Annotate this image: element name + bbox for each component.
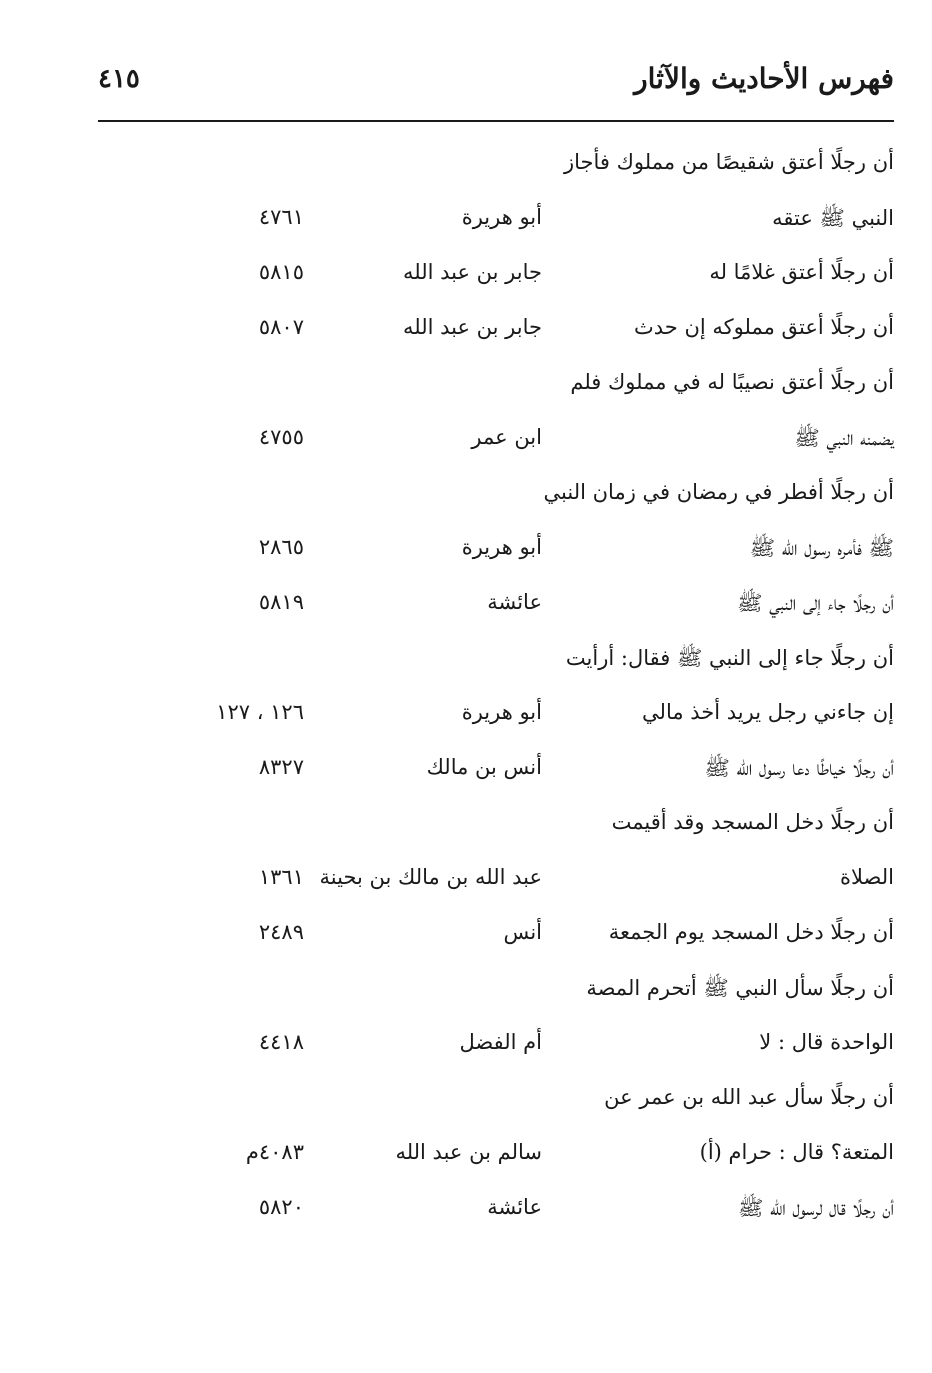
index-entry: [98, 1075, 894, 1130]
entry-text: إن جاءني رجل يريد أخذ مالي: [642, 700, 894, 724]
entry-number: ٥٨٠٧: [258, 315, 304, 339]
index-entry: [98, 525, 894, 580]
index-entry: [98, 1130, 894, 1185]
entry-text: أن رجلًا أعتق مملوكه إن حدث: [634, 315, 894, 339]
entry-narrator: ابن عمر: [471, 425, 542, 449]
entry-text: الواحدة قال : لا: [759, 1030, 894, 1054]
index-entry: [98, 195, 894, 250]
page-header: [98, 62, 894, 112]
entry-text: أن رجلًا قال لرسول الله ﷺ: [738, 1196, 894, 1220]
entry-number: ٢٨٦٥: [258, 535, 304, 559]
entry-text: أن رجلًا دخل المسجد وقد أقيمت: [611, 810, 894, 834]
entry-text: أن رجلًا سأل النبي ﷺ أتحرم المصة: [586, 976, 894, 1000]
entry-narrator: أم الفضل: [459, 1030, 542, 1054]
entry-text: أن رجلًا جاء إلى النبي ﷺ: [737, 591, 894, 615]
index-entry: [98, 855, 894, 910]
entry-number: ١٢٦ ، ١٢٧: [216, 700, 304, 724]
entry-narrator: سالم بن عبد الله: [395, 1140, 542, 1164]
index-entry: [98, 800, 894, 855]
entry-text: الصلاة: [840, 865, 894, 889]
entry-text: أن رجلًا أفطر في رمضان في زمان النبي: [543, 480, 894, 504]
hadith-index-list: [98, 140, 894, 1240]
index-entry: [98, 1020, 894, 1075]
index-entry: [98, 360, 894, 415]
entry-text: أن رجلًا سأل عبد الله بن عمر عن: [604, 1085, 894, 1109]
index-entry: [98, 305, 894, 360]
entry-text: ﷺ فأمره رسول الله ﷺ: [749, 536, 894, 560]
index-entry: [98, 690, 894, 745]
page-title: فهرس الأحاديث والآثار: [634, 62, 894, 95]
entry-narrator: عائشة: [487, 1195, 542, 1219]
entry-text: أن رجلًا أعتق غلامًا له: [709, 260, 894, 284]
entry-text: يضمنه النبي ﷺ: [794, 426, 894, 450]
entry-number: ١٣٦١: [258, 865, 304, 889]
entry-narrator: عائشة: [487, 590, 542, 614]
entry-number: ٥٨١٥: [258, 260, 304, 284]
entry-text: النبي ﷺ عتقه: [772, 206, 894, 230]
entry-text: أن رجلًا خياطًا دعا رسول الله ﷺ: [704, 756, 894, 780]
entry-text: أن رجلًا دخل المسجد يوم الجمعة: [608, 920, 894, 944]
entry-text: أن رجلًا جاء إلى النبي ﷺ فقال: أرأيت: [565, 646, 894, 670]
index-entry: [98, 140, 894, 195]
entry-number: ٥٨١٩: [258, 590, 304, 614]
entry-text: أن رجلًا أعتق نصيبًا له في مملوك فلم: [570, 370, 894, 394]
entry-number: ٤٧٦١: [258, 205, 304, 229]
index-entry: [98, 580, 894, 635]
index-entry: [98, 745, 894, 800]
index-entry: [98, 250, 894, 305]
entry-narrator: جابر بن عبد الله: [402, 260, 542, 284]
page-number: ٤١٥: [98, 64, 140, 94]
index-entry: [98, 635, 894, 690]
header-divider: [98, 120, 894, 122]
entry-number: ٥٨٢٠: [258, 1195, 304, 1219]
entry-number: ٤٧٥٥: [258, 425, 304, 449]
index-entry: [98, 415, 894, 470]
entry-narrator: أنس بن مالك: [426, 755, 542, 779]
index-entry: [98, 1185, 894, 1240]
entry-narrator: أبو هريرة: [461, 700, 542, 724]
entry-number: ٤٤١٨: [258, 1030, 304, 1054]
index-entry: [98, 965, 894, 1020]
entry-number: ٢٤٨٩: [258, 920, 304, 944]
entry-narrator: أبو هريرة: [461, 205, 542, 229]
entry-text: أن رجلًا أعتق شقيصًا من مملوك فأجاز: [563, 150, 894, 174]
entry-narrator: جابر بن عبد الله: [402, 315, 542, 339]
entry-text: المتعة؟ قال : حرام (أ): [699, 1140, 894, 1164]
entry-narrator: أنس: [503, 920, 542, 944]
index-entry: [98, 470, 894, 525]
index-entry: [98, 910, 894, 965]
entry-narrator: عبد الله بن مالك بن بحينة: [319, 865, 542, 889]
entry-number: ٤٠٨٣م: [245, 1140, 304, 1164]
entry-narrator: أبو هريرة: [461, 535, 542, 559]
entry-number: ٨٣٢٧: [258, 755, 304, 779]
